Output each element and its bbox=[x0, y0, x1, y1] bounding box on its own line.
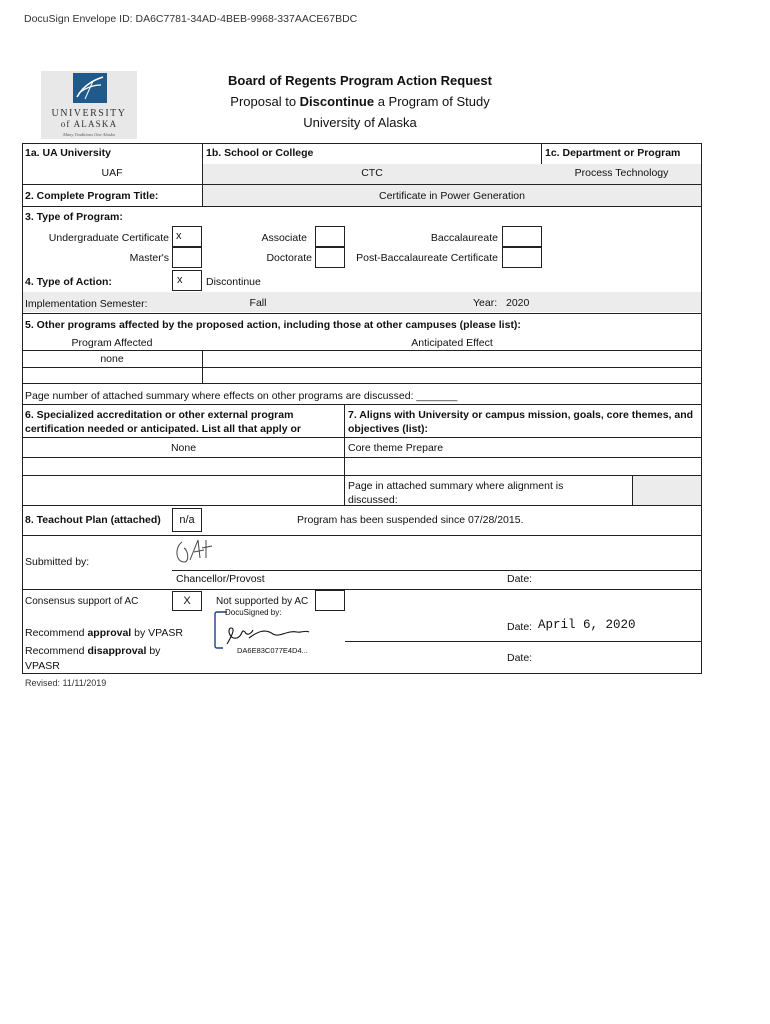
consensus-support-checkbox[interactable]: X bbox=[172, 591, 202, 611]
recommend-approval bbox=[25, 627, 183, 639]
logo-line2: of ALASKA bbox=[60, 119, 118, 129]
recommend-disapproval-line2: VPASR bbox=[25, 660, 60, 672]
subtitle-suffix: a Program of Study bbox=[377, 94, 490, 109]
logo-emblem bbox=[41, 71, 137, 139]
other-programs-label: 5. Other programs affected by the proposed action, including those at other campuses (please list): bbox=[25, 319, 521, 331]
disapproval-date-label: Date: bbox=[507, 652, 533, 664]
school-label: 1b. School or College bbox=[206, 147, 314, 159]
baccalaureate-label: Baccalaureate bbox=[430, 232, 498, 244]
docusign-id: DA6E83C077E4D4... bbox=[237, 646, 308, 655]
department-value: Process Technology bbox=[574, 167, 669, 179]
post-bacc-label: Post-Baccalaureate Certificate bbox=[356, 252, 498, 264]
form-org: University of Alaska bbox=[303, 115, 417, 130]
logo-tagline: Many Traditions One Alaska bbox=[63, 132, 115, 137]
form-title: Board of Regents Program Action Request bbox=[228, 73, 492, 88]
impl-semester-value: Fall bbox=[249, 297, 267, 309]
effects-page-note: Page number of attached summary where effects on other programs are discussed: _______ bbox=[25, 390, 458, 402]
impl-semester-label: Implementation Semester: bbox=[25, 298, 148, 310]
anticipated-effect-header: Anticipated Effect bbox=[411, 337, 493, 349]
doctorate-checkbox[interactable] bbox=[315, 247, 345, 268]
disapproval-post: by bbox=[149, 645, 161, 657]
alignment-value: Core theme Prepare bbox=[348, 442, 444, 454]
form-subtitle bbox=[200, 94, 520, 109]
undergrad-cert-checkbox[interactable]: x bbox=[172, 226, 202, 247]
action-value: Discontinue bbox=[206, 276, 261, 288]
accreditation-label-1: 6. Specialized accreditation or other external program bbox=[25, 409, 294, 421]
program-affected-value: none bbox=[100, 353, 124, 365]
alignment-page-label-1: Page in attached summary where alignment is bbox=[348, 480, 564, 492]
post-bacc-checkbox[interactable] bbox=[502, 247, 542, 268]
recommend-disapproval bbox=[25, 645, 160, 657]
subtitle-prefix: Proposal to bbox=[230, 94, 297, 109]
associate-checkbox[interactable] bbox=[315, 226, 345, 247]
approval-date-label: Date: bbox=[507, 621, 533, 633]
university-logo bbox=[41, 71, 137, 139]
baccalaureate-checkbox[interactable] bbox=[502, 226, 542, 247]
doctorate-label: Doctorate bbox=[266, 252, 312, 264]
department-label: 1c. Department or Program bbox=[545, 147, 681, 159]
program-title-label: 2. Complete Program Title: bbox=[25, 190, 159, 202]
undergrad-cert-label: Undergraduate Certificate bbox=[48, 232, 169, 244]
revised-date: Revised: 11/11/2019 bbox=[25, 678, 107, 688]
accreditation-label-2: certification needed or anticipated. List all that apply or bbox=[25, 423, 301, 435]
school-value: CTC bbox=[361, 167, 383, 179]
consensus-support-label: Consensus support of AC bbox=[25, 596, 139, 607]
year-value: 2020 bbox=[506, 297, 530, 309]
envelope-id: DocuSign Envelope ID: DA6C7781-34AD-4BEB-9968-337AACE67BDC bbox=[24, 13, 358, 25]
docusigned-by-label: DocuSigned by: bbox=[225, 608, 282, 617]
approval-post: by VPASR bbox=[134, 627, 183, 639]
program-affected-header: Program Affected bbox=[71, 337, 153, 349]
disapproval-bold: disapproval bbox=[87, 645, 147, 657]
submitted-date-label: Date: bbox=[507, 573, 533, 585]
year-label: Year: bbox=[473, 297, 498, 309]
chancellor-provost-label: Chancellor/Provost bbox=[176, 573, 265, 585]
teachout-value[interactable]: n/a bbox=[172, 508, 202, 532]
teachout-label: 8. Teachout Plan (attached) bbox=[25, 514, 161, 526]
disapproval-pre: Recommend bbox=[25, 645, 85, 657]
subtitle-action: Discontinue bbox=[299, 94, 375, 109]
discontinue-checkbox[interactable]: x bbox=[172, 270, 202, 291]
approval-pre: Recommend bbox=[25, 627, 85, 639]
ua-university-label: 1a. UA University bbox=[25, 147, 111, 159]
alignment-page-label-2: discussed: bbox=[348, 494, 398, 506]
alignment-label-2: objectives (list): bbox=[348, 423, 428, 435]
approval-bold: approval bbox=[87, 627, 132, 639]
program-title-value: Certificate in Power Generation bbox=[379, 190, 525, 202]
masters-label: Master's bbox=[129, 252, 169, 264]
logo-line1: UNIVERSITY bbox=[51, 108, 127, 119]
type-of-program-label: 3. Type of Program: bbox=[25, 211, 123, 223]
not-supported-checkbox[interactable] bbox=[315, 590, 345, 611]
not-supported-label: Not supported by AC bbox=[216, 596, 309, 607]
ua-university-value: UAF bbox=[101, 167, 123, 179]
associate-label: Associate bbox=[261, 232, 307, 244]
teachout-note: Program has been suspended since 07/28/2015. bbox=[297, 514, 524, 526]
type-of-action-label: 4. Type of Action: bbox=[25, 276, 112, 288]
alignment-label-1: 7. Aligns with University or campus mission, goals, core themes, and bbox=[348, 409, 694, 421]
chancellor-signature bbox=[172, 536, 222, 570]
approval-date-value: April 6, 2020 bbox=[538, 618, 636, 632]
accreditation-value: None bbox=[170, 442, 197, 454]
submitted-by-label: Submitted by: bbox=[25, 556, 90, 568]
masters-checkbox[interactable] bbox=[172, 247, 202, 268]
